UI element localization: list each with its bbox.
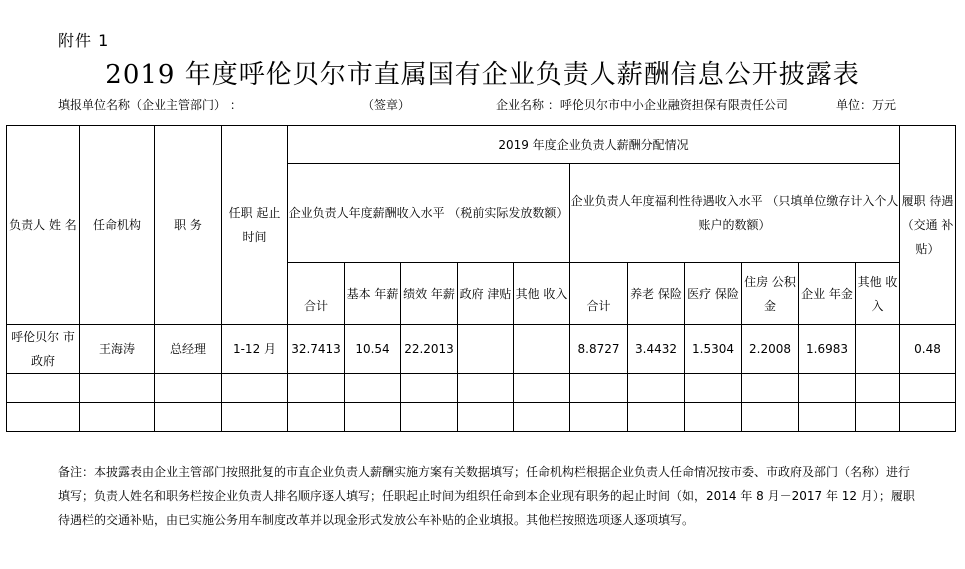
cell-org <box>80 403 155 432</box>
cell-welfare-total: 8.8727 <box>570 325 628 374</box>
table-row <box>7 325 956 374</box>
cell-org: 王海涛 <box>80 325 155 374</box>
header-salary-other: 其他 收入 <box>514 263 570 325</box>
header-housing-fund: 住房 公积金 <box>742 263 799 325</box>
salary-disclosure-table <box>6 125 956 432</box>
cell-salary-other <box>514 325 570 374</box>
cell-org <box>80 374 155 403</box>
cell-name: 呼伦贝尔 市政府 <box>7 325 80 374</box>
cell-period: 1-12 月 <box>222 325 288 374</box>
cell-enterprise-annuity: 1.6983 <box>799 325 856 374</box>
cell-name <box>7 374 80 403</box>
cell-enterprise-annuity <box>799 374 856 403</box>
header-base-salary: 基本 年薪 <box>345 263 401 325</box>
cell-government-allowance <box>458 403 514 432</box>
seal-label: （签章） <box>362 98 411 112</box>
cell-period <box>222 374 288 403</box>
header-enterprise-annuity: 企业 年金 <box>799 263 856 325</box>
header-government-allowance: 政府 津贴 <box>458 263 514 325</box>
cell-enterprise-annuity <box>799 403 856 432</box>
cell-housing-fund: 2.2008 <box>742 325 799 374</box>
cell-welfare-total <box>570 374 628 403</box>
cell-welfare-other <box>856 325 900 374</box>
header-period: 任职 起止 时间 <box>222 126 288 325</box>
header-perks: 履职 待遇 （交通 补贴） <box>900 126 956 325</box>
cell-government-allowance <box>458 325 514 374</box>
cell-salary-total <box>288 374 345 403</box>
cell-perks <box>900 374 956 403</box>
cell-perks: 0.48 <box>900 325 956 374</box>
cell-position <box>155 374 222 403</box>
cell-salary-other <box>514 403 570 432</box>
cell-housing-fund <box>742 403 799 432</box>
header-welfare-group: 企业负责人年度福利性待遇收入水平 （只填单位缴存计入个人账户的数额） <box>570 164 900 263</box>
table-row <box>7 403 956 432</box>
cell-position <box>155 403 222 432</box>
header-welfare-other: 其他 收入 <box>856 263 900 325</box>
cell-perks <box>900 403 956 432</box>
header-org: 任命机构 <box>80 126 155 325</box>
header-salary-total: 合计 <box>288 263 345 325</box>
cell-pension <box>628 374 685 403</box>
cell-performance-salary: 22.2013 <box>401 325 458 374</box>
header-welfare-total: 合计 <box>570 263 628 325</box>
cell-period <box>222 403 288 432</box>
cell-housing-fund <box>742 374 799 403</box>
cell-salary-total <box>288 403 345 432</box>
header-pension: 养老 保险 <box>628 263 685 325</box>
cell-salary-total: 32.7413 <box>288 325 345 374</box>
page-title: 2019 年度呼伦贝尔市直属国有企业负责人薪酬信息公开披露表 <box>105 60 860 90</box>
cell-name <box>7 403 80 432</box>
remarks-note: 备注：本披露表由企业主管部门按照批复的市直企业负责人薪酬实施方案有关数据填写；任命机构栏根据企业负责人任命情况按市委、市政府及部门（名称）进行填写；负责人姓名和职务栏按企业负责人排名顺序逐人填写；任职起止时间为组织任命到本企业现有职务的起止时间（如，2014 年 8 月－2017 年 12 月）；履职待遇栏的交通补贴，由已实施公务用车制度改革并以现金形式发放公车补贴的企业填报。其他栏按照选项逐人逐项填写。 <box>58 465 915 527</box>
header-position: 职 务 <box>155 126 222 325</box>
header-name: 负责人 姓 名 <box>7 126 80 325</box>
cell-medical <box>685 403 742 432</box>
cell-welfare-other <box>856 374 900 403</box>
reporting-unit-label: 填报单位名称（企业主管部门） ： <box>58 98 242 112</box>
cell-medical: 1.5304 <box>685 325 742 374</box>
cell-government-allowance <box>458 374 514 403</box>
cell-base-salary <box>345 403 401 432</box>
cell-welfare-total <box>570 403 628 432</box>
company-name: 企业名称 ：呼伦贝尔市中小企业融资担保有限责任公司 <box>496 98 788 112</box>
unit-label: 单位：万元 <box>836 98 897 112</box>
cell-base-salary <box>345 374 401 403</box>
cell-welfare-other <box>856 403 900 432</box>
cell-medical <box>685 374 742 403</box>
header-salary-distribution: 2019 年度企业负责人薪酬分配情况 <box>288 126 900 164</box>
cell-salary-other <box>514 374 570 403</box>
header-performance-salary: 绩效 年薪 <box>401 263 458 325</box>
attachment-label: 附件 1 <box>58 31 110 50</box>
header-salary-group: 企业负责人年度薪酬收入水平 （税前实际发放数额） <box>288 164 570 263</box>
cell-pension <box>628 403 685 432</box>
table-row <box>7 374 956 403</box>
cell-pension: 3.4432 <box>628 325 685 374</box>
cell-performance-salary <box>401 374 458 403</box>
cell-performance-salary <box>401 403 458 432</box>
cell-position: 总经理 <box>155 325 222 374</box>
cell-base-salary: 10.54 <box>345 325 401 374</box>
header-medical: 医疗 保险 <box>685 263 742 325</box>
